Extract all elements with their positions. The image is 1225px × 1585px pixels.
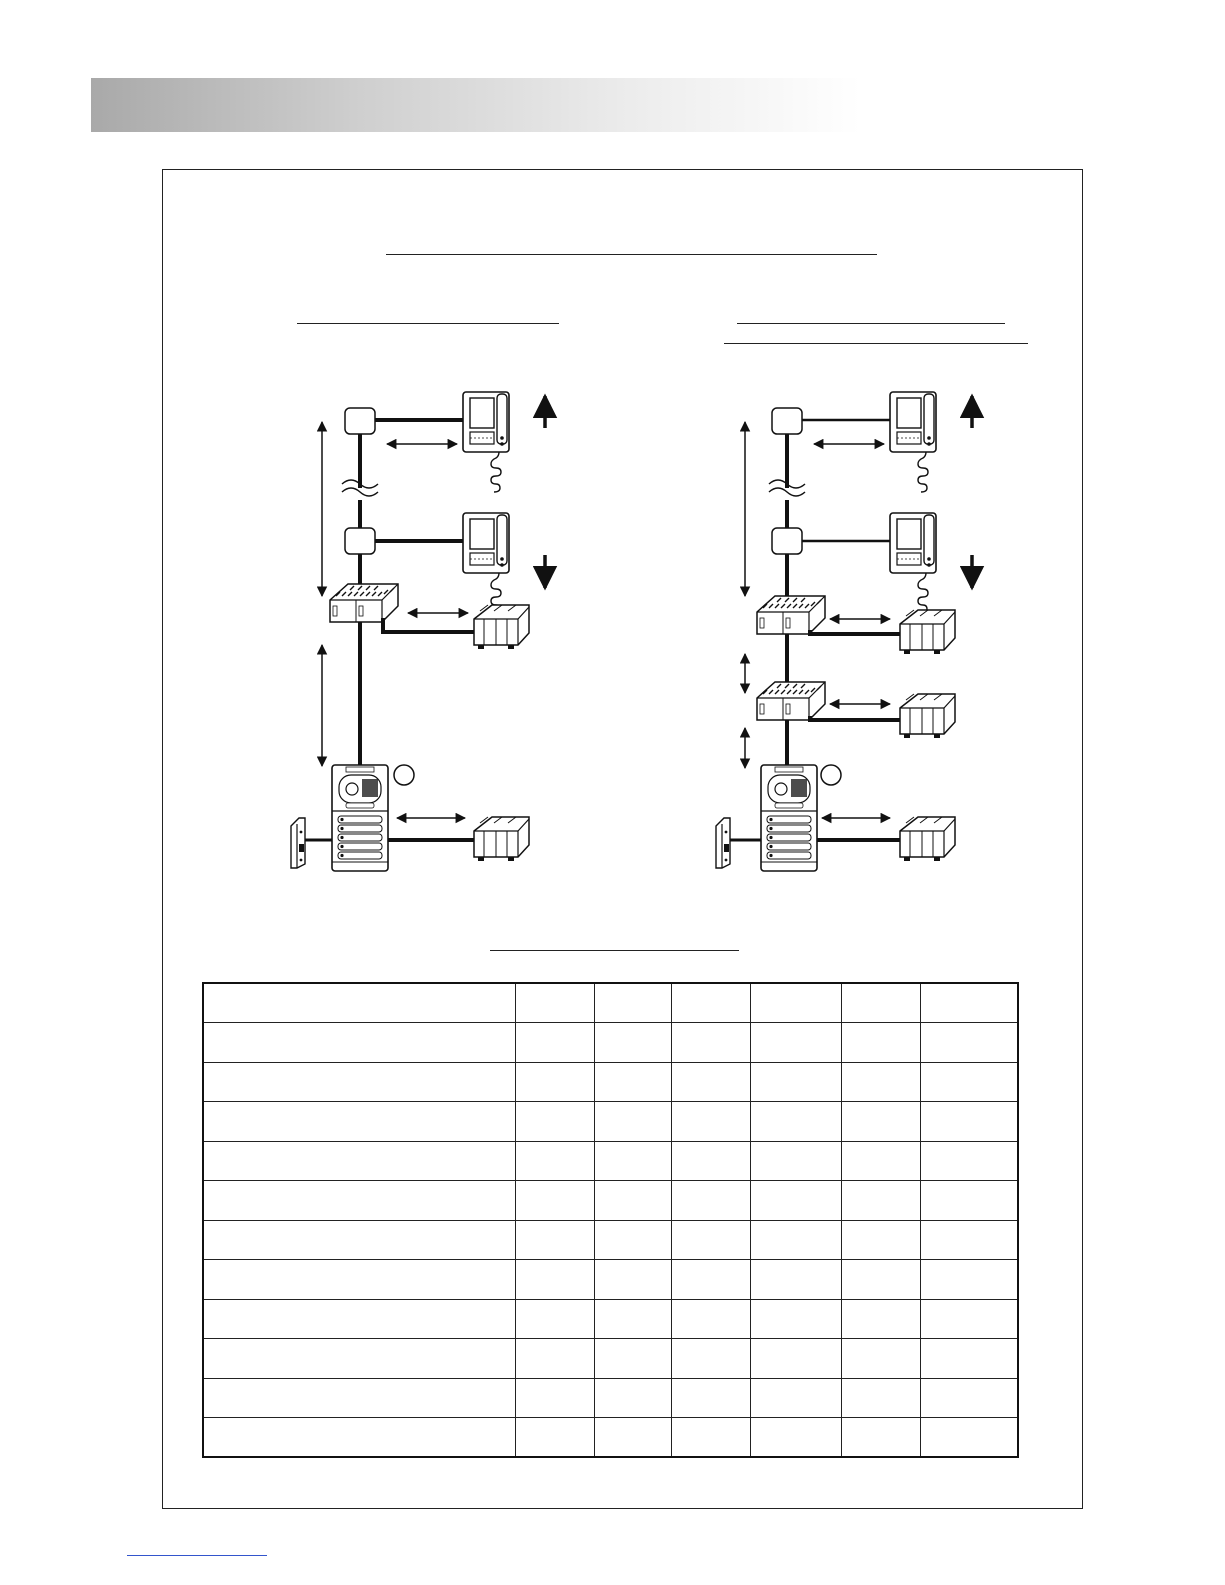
table-cell (751, 1260, 842, 1300)
table-cell (203, 1299, 515, 1339)
table-cell (672, 1102, 751, 1142)
table-cell (203, 1220, 515, 1260)
table-cell (920, 1102, 1018, 1142)
table-cell (841, 1339, 920, 1379)
right-diagram (716, 392, 972, 871)
table-cell (920, 1378, 1018, 1418)
table-row (203, 1418, 1018, 1458)
table-cell (672, 983, 751, 1023)
table-cell (672, 1181, 751, 1221)
table-cell (672, 1299, 751, 1339)
table-cell (841, 1299, 920, 1339)
table-cell (594, 1260, 672, 1300)
table-cell (515, 1299, 594, 1339)
table-cell (841, 1220, 920, 1260)
table-cell (920, 1260, 1018, 1300)
table-cell (594, 1339, 672, 1379)
table-cell (841, 1418, 920, 1458)
table-cell (594, 1023, 672, 1063)
table-cell (515, 1339, 594, 1379)
table-cell (751, 1378, 842, 1418)
table-cell (515, 1062, 594, 1102)
table-cell (672, 1378, 751, 1418)
table-cell (751, 1141, 842, 1181)
table-row (203, 1181, 1018, 1221)
table-cell (751, 1339, 842, 1379)
footer-link-underline[interactable] (127, 1555, 267, 1556)
table-cell (594, 983, 672, 1023)
table-cell (594, 1299, 672, 1339)
table-cell (751, 1418, 842, 1458)
table-cell (841, 1181, 920, 1221)
table-cell (515, 1220, 594, 1260)
table-cell (515, 1181, 594, 1221)
table-cell (841, 1141, 920, 1181)
table-cell (841, 983, 920, 1023)
table-row (203, 983, 1018, 1023)
table-cell (203, 1260, 515, 1300)
table-cell (841, 1102, 920, 1142)
table-cell (751, 1220, 842, 1260)
table-cell (672, 1260, 751, 1300)
table-cell (203, 1023, 515, 1063)
table-row (203, 1062, 1018, 1102)
table-cell (672, 1339, 751, 1379)
table-cell (594, 1220, 672, 1260)
table-cell (751, 1102, 842, 1142)
table-cell (672, 1141, 751, 1181)
table-cell (920, 1181, 1018, 1221)
table-cell (594, 1418, 672, 1458)
table-cell (515, 1378, 594, 1418)
table-cell (594, 1141, 672, 1181)
table-cell (203, 1378, 515, 1418)
table-cell (920, 1220, 1018, 1260)
specification-table (202, 982, 1019, 1458)
table-cell (920, 1418, 1018, 1458)
table-cell (203, 1102, 515, 1142)
table-cell (515, 1260, 594, 1300)
table-row (203, 1023, 1018, 1063)
table-cell (203, 1062, 515, 1102)
table-cell (515, 1141, 594, 1181)
table-cell (672, 1062, 751, 1102)
table-cell (594, 1181, 672, 1221)
table-cell (594, 1062, 672, 1102)
table-cell (672, 1023, 751, 1063)
table-row (203, 1378, 1018, 1418)
table-cell (751, 1181, 842, 1221)
table-cell (920, 1062, 1018, 1102)
table-cell (841, 1023, 920, 1063)
table-cell (203, 1181, 515, 1221)
table-cell (920, 1141, 1018, 1181)
table-cell (920, 1339, 1018, 1379)
table-cell (841, 1378, 920, 1418)
table-cell (594, 1102, 672, 1142)
table-cell (751, 983, 842, 1023)
table-cell (203, 1418, 515, 1458)
table-cell (920, 1299, 1018, 1339)
table-cell (515, 1102, 594, 1142)
table-row (203, 1141, 1018, 1181)
table-cell (594, 1378, 672, 1418)
table-row (203, 1102, 1018, 1142)
table-row (203, 1339, 1018, 1379)
table-cell (751, 1023, 842, 1063)
table-cell (203, 983, 515, 1023)
table-cell (920, 1023, 1018, 1063)
table-cell (841, 1260, 920, 1300)
table-cell (515, 1418, 594, 1458)
table-cell (672, 1220, 751, 1260)
table-row (203, 1220, 1018, 1260)
table-cell (841, 1062, 920, 1102)
table-cell (515, 1023, 594, 1063)
left-diagram (291, 392, 545, 871)
table-cell (920, 983, 1018, 1023)
table-cell (203, 1141, 515, 1181)
table-cell (751, 1062, 842, 1102)
table-cell (751, 1299, 842, 1339)
table-cell (672, 1418, 751, 1458)
table-row (203, 1260, 1018, 1300)
table-cell (203, 1339, 515, 1379)
table-cell (515, 983, 594, 1023)
table-row (203, 1299, 1018, 1339)
